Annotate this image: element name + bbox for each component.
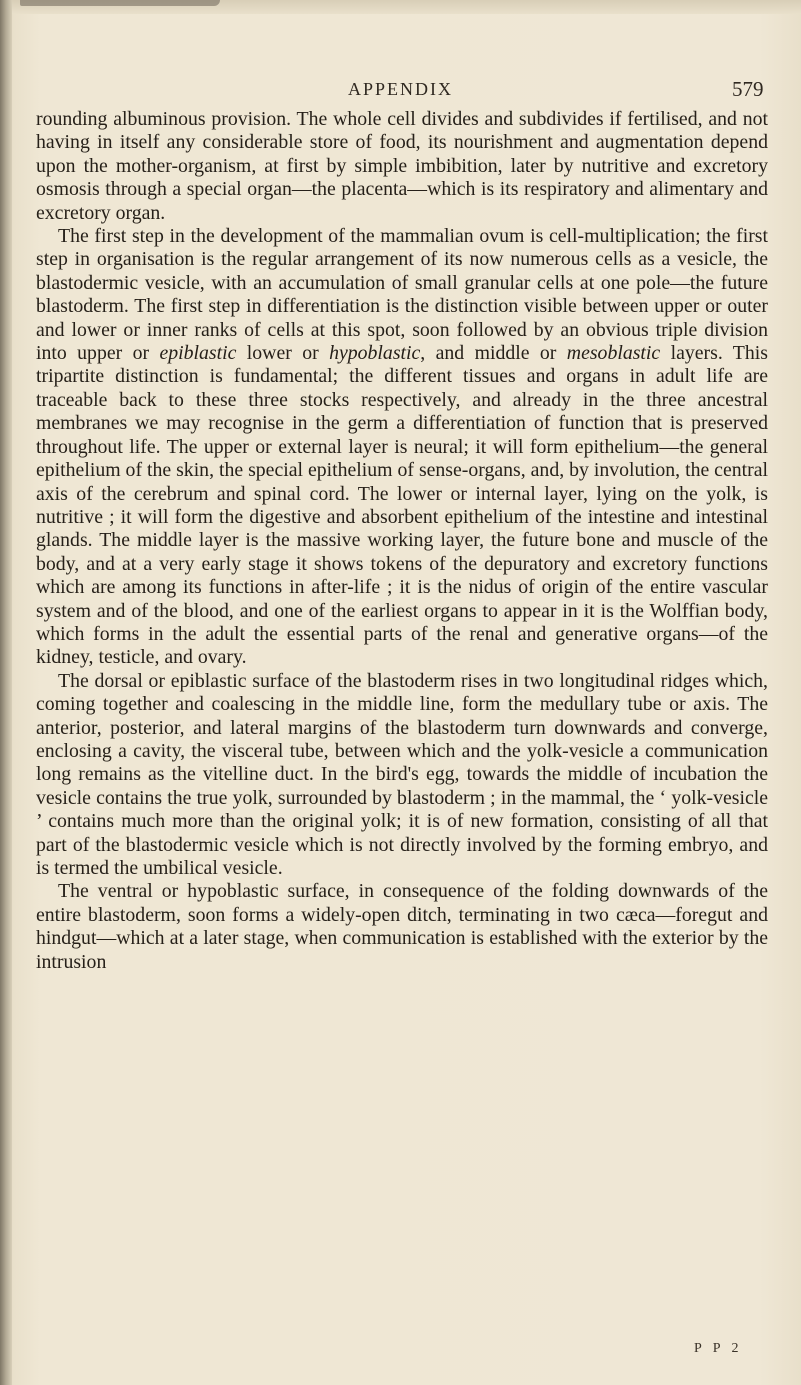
paragraph-2-part-4: layers. This tripartite distinction is fundamental; the different tissues and organs in adult life are traceable back to these three stocks respectively, and already in the three ancestral membranes we may recognise in the germ a differentiation of function that is preserved throughout life. The upper or external layer is neural; it will form epithelium—the general epithelium of the skin, the special epithelium of sense-organs, and, by involution, the central axis of the cerebrum and spinal cord. The lower or internal layer, lying on the yolk, is nutritive ; it will form the digestive and absorbent epithelium of the intestine and intestinal glands. The middle layer is the massive working layer, the future bone and muscle of the body, and at a very early stage it shows tokens of the depuratory and excretory functions which are among its functions in after-life ; it is the nidus of origin of the entire vascular system and of the blood, and one of the earliest organs to appear in it is the Wolffian body, which forms in the adult the essential parts of the renal and generative organs—of the kidney, testicle, and ovary. — [36, 342, 768, 669]
paragraph-1: rounding albuminous provision. The whole cell divides and subdivides if fertilised, and not having in itself any considerable store of food, its nourishment and augmentation depend upon the mother-organism, at first by simple imbibition, later by nutritive and excretory osmosis through a special organ—the placenta—which is its respiratory and alimentary and excretory organ. — [36, 108, 768, 224]
term-epiblastic: epiblastic — [159, 342, 237, 365]
body-text — [36, 108, 768, 974]
top-smudge — [20, 0, 220, 6]
running-head: APPENDIX — [347, 79, 453, 99]
paragraph-4: The ventral or hypoblastic surface, in consequence of the folding downwards of the entire blastoderm, soon forms a widely-open ditch, terminating in two cæca—foregut and hindgut—which at a later stage, when communication is established with the exterior by the intrusion — [36, 880, 768, 973]
book-binding-edge — [0, 0, 12, 1385]
paragraph-2-part-2: lower or — [236, 342, 330, 365]
paragraph-2-part-3: , and middle or — [420, 342, 567, 365]
paragraph-2 — [36, 225, 768, 670]
term-hypoblastic: hypoblastic — [329, 342, 421, 365]
page-number: 579 — [732, 77, 764, 101]
paragraph-3: The dorsal or epiblastic surface of the blastoderm rises in two longitudinal ridges which, coming together and coalescing in the middle line, form the medullary tube or axis. The anterior, posterior, and lateral margins of the blastoderm turn downwards and converge, enclosing a cavity, the visceral tube, between which and the yolk-vesicle a communication long remains as the vitelline duct. In the bird's egg, towards the middle of incubation the vesicle contains the true yolk, surrounded by blastoderm ; in the mammal, the ‘ yolk-vesicle ’ contains much more than the original yolk; it is of new formation, consisting of all that part of the blastodermic vesicle which is not directly involved by the forming embryo, and is termed the umbilical vesicle. — [36, 669, 768, 879]
signature-mark: P P 2 — [694, 1341, 743, 1356]
page-header — [0, 79, 801, 109]
paragraph-2-part-1: The first step in the development of the mammalian ovum is cell-multiplication; the first step in organisation is the regular arrangement of its now numerous cells as a vesicle, the blastodermic vesicle, with an accumulation of small granular cells at one pole—the future blastoderm. The first step in differentiation is the distinction visible between upper or outer and lower or inner ranks of cells at this spot, soon followed by an obvious triple division into upper or — [36, 225, 768, 365]
term-mesoblastic: mesoblastic — [566, 342, 661, 365]
